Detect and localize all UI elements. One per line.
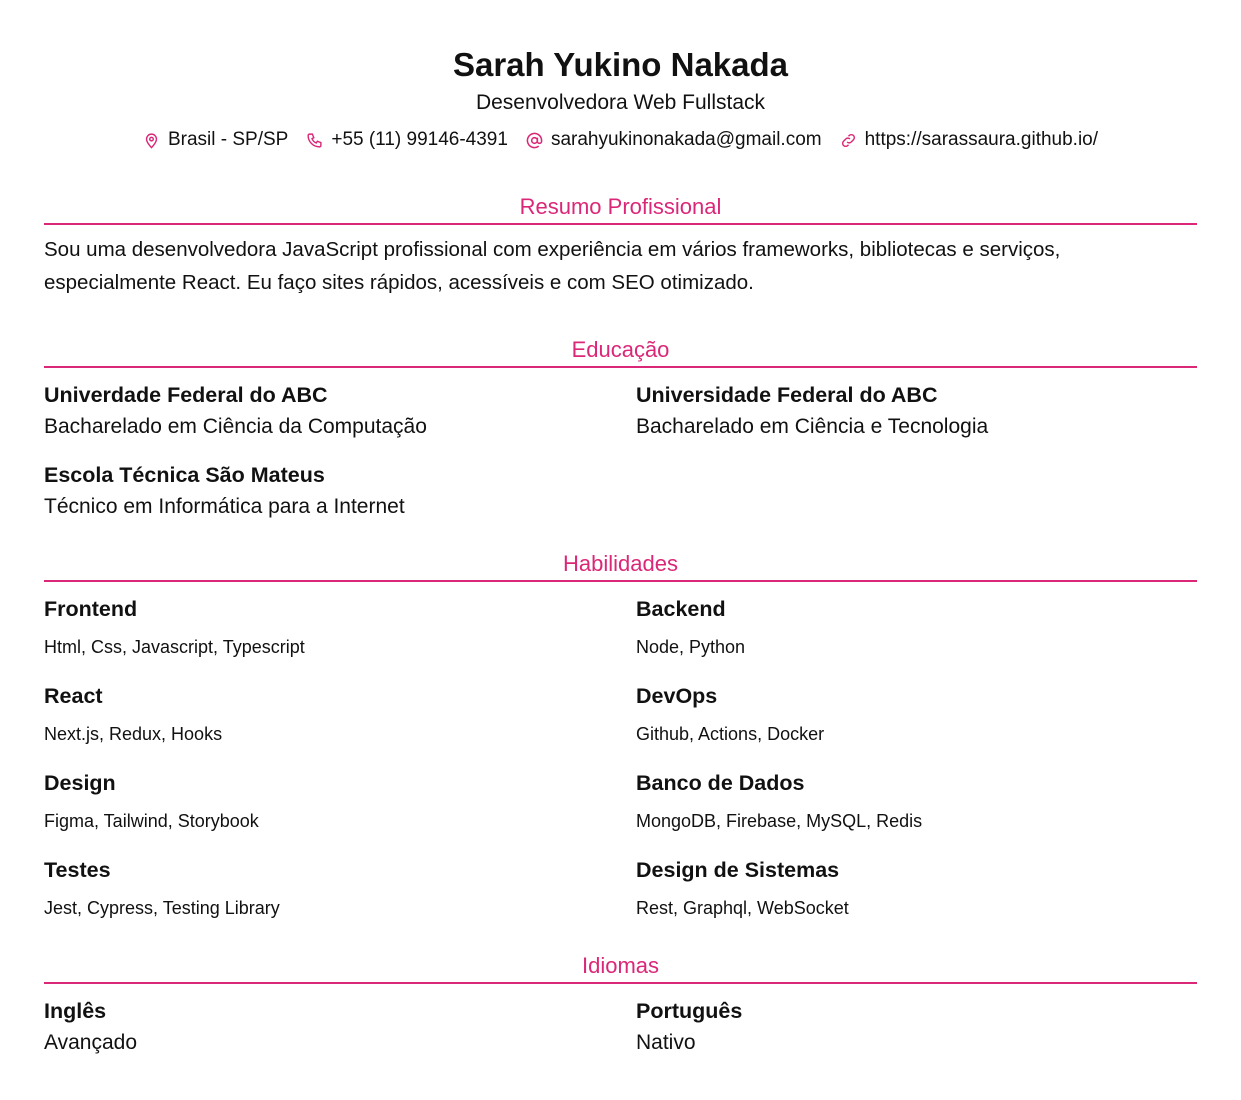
skill-list: Rest, Graphql, WebSocket [636,898,849,918]
skill-group [44,669,636,756]
contact-email[interactable] [526,128,822,152]
language-name: Inglês [44,999,107,1023]
skill-category: Backend [636,597,726,621]
school-name: Universidade Federal do ABC [636,383,938,407]
at-icon [526,132,543,149]
contact-list [0,128,1241,152]
section-title: Idiomas [44,952,1197,984]
section-title: Educação [44,336,1197,368]
skill-list: Html, Css, Javascript, Typescript [44,637,305,657]
skill-list: Next.js, Redux, Hooks [44,724,223,744]
skill-group [44,843,636,930]
skill-category: Design [44,771,116,795]
skill-category: Testes [44,858,111,882]
skill-category: React [44,684,103,708]
degree: Técnico em Informática para a Internet [44,495,405,518]
email-link[interactable]: sarahyukinonakada@gmail.com [550,129,822,150]
skill-category: Frontend [44,597,138,621]
language-item [44,996,636,1060]
summary-section [44,193,1197,299]
phone-icon [306,132,323,149]
languages-section [44,952,1197,1076]
skill-category: DevOps [636,684,718,708]
skill-group [44,582,636,669]
degree: Bacharelado em Ciência e Tecnologia [636,415,989,438]
education-section [44,336,1197,540]
section-title: Resumo Profissional [44,193,1197,225]
contact-website[interactable] [840,128,1098,152]
contact-location [143,128,288,152]
skill-group [636,843,1197,930]
education-item [44,460,636,524]
contact-phone[interactable] [306,128,508,152]
skill-list: MongoDB, Firebase, MySQL, Redis [636,811,923,831]
location-text: Brasil - SP/SP [167,129,289,150]
skill-group [44,756,636,843]
link-icon [840,132,857,149]
language-level: Avançado [44,1031,138,1054]
skill-list: Figma, Tailwind, Storybook [44,811,259,831]
job-title: Desenvolvedora Web Fullstack [475,91,766,114]
skill-list: Node, Python [636,637,746,657]
full-name: Sarah Yukino Nakada [452,46,789,83]
school-name: Escola Técnica São Mateus [44,463,325,487]
language-name: Português [636,999,743,1023]
skills-section [44,550,1197,930]
map-pin-icon [143,132,160,149]
language-item [636,996,1197,1060]
language-level: Nativo [636,1031,696,1054]
education-item [44,380,636,444]
website-link[interactable]: https://sarassaura.github.io/ [864,129,1099,150]
skill-list: Github, Actions, Docker [636,724,825,744]
section-title: Habilidades [44,550,1197,582]
skill-category: Banco de Dados [636,771,805,795]
skill-group [636,756,1197,843]
skill-category: Design de Sistemas [636,858,840,882]
resume-header [0,0,1241,152]
school-name: Univerdade Federal do ABC [44,383,328,407]
skill-group [636,582,1197,669]
education-item [636,380,1197,444]
summary-text: Sou uma desenvolvedora JavaScript profissional com experiência em vários frameworks, bibliotecas e serviços, especialmente React. Eu faço sites rápidos, acessíveis e com SEO otimizado. [44,238,1061,294]
skill-group [636,669,1197,756]
degree: Bacharelado em Ciência da Computação [44,415,427,438]
skill-list: Jest, Cypress, Testing Library [44,898,280,918]
phone-text: +55 (11) 99146-4391 [331,129,508,150]
